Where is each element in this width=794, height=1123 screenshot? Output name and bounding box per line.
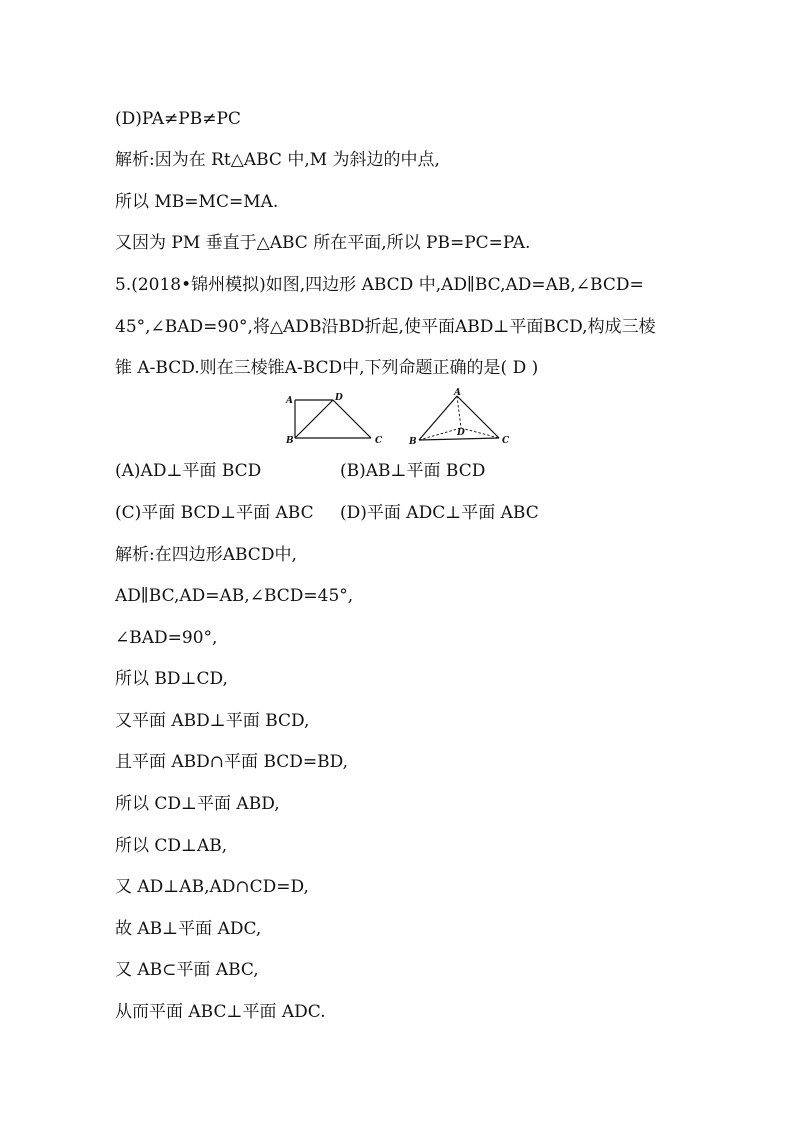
vertex-label-a: A — [454, 388, 461, 398]
pyramid-figure — [405, 388, 515, 450]
analysis-line: 故 AB⊥平面 ADC, — [115, 919, 262, 939]
question-5-line: 5.(2018•锦州模拟)如图,四边形 ABCD 中,AD∥BC,AD=AB,∠BCD= — [115, 275, 644, 295]
analysis-line: 解析:在四边形ABCD中, — [115, 545, 297, 565]
quadrilateral-diagram — [283, 390, 393, 450]
analysis-conclusion: 从而平面 ABC⊥平面 ADC. — [115, 1002, 326, 1022]
option-d-previous: (D)PA≠PB≠PC — [115, 109, 241, 129]
option-b: (B)AB⊥平面 BCD — [340, 461, 486, 481]
analysis-line: ∠BAD=90°, — [115, 628, 218, 648]
option-d: (D)平面 ADC⊥平面 ABC — [340, 503, 539, 523]
vertex-label-b: B — [409, 437, 417, 447]
vertex-label-b: B — [286, 436, 294, 446]
analysis-line: 又 AB⊂平面 ABC, — [115, 960, 259, 980]
analysis-line: 所以 MB=MC=MA. — [115, 192, 279, 212]
vertex-label-d: D — [335, 393, 343, 403]
question-5-line: 45°,∠BAD=90°,将△ADB沿BD折起,使平面ABD⊥平面BCD,构成三棱 — [115, 317, 656, 337]
vertex-label-c: C — [502, 436, 510, 446]
quadrilateral-figure — [283, 390, 393, 450]
pyramid-diagram — [405, 388, 515, 450]
analysis-line: 又 AD⊥AB,AD∩CD=D, — [115, 877, 309, 897]
analysis-line: 且平面 ABD∩平面 BCD=BD, — [115, 752, 349, 772]
option-a: (A)AD⊥平面 BCD — [115, 461, 262, 481]
question-5-line: 锥 A-BCD.则在三棱锥A-BCD中,下列命题正确的是( D ) — [115, 358, 539, 378]
analysis-line: 又平面 ABD⊥平面 BCD, — [115, 711, 310, 731]
vertex-label-c: C — [375, 436, 383, 446]
analysis-line: 又因为 PM 垂直于△ABC 所在平面,所以 PB=PC=PA. — [115, 233, 531, 253]
vertex-label-a: A — [286, 396, 293, 406]
option-c: (C)平面 BCD⊥平面 ABC — [115, 503, 314, 523]
analysis-line: 解析:因为在 Rt△ABC 中,M 为斜边的中点, — [115, 150, 440, 170]
analysis-line: AD∥BC,AD=AB,∠BCD=45°, — [115, 586, 354, 606]
analysis-line: 所以 CD⊥AB, — [115, 836, 228, 856]
analysis-line: 所以 CD⊥平面 ABD, — [115, 794, 280, 814]
analysis-line: 所以 BD⊥CD, — [115, 669, 228, 689]
vertex-label-d: D — [457, 428, 465, 438]
